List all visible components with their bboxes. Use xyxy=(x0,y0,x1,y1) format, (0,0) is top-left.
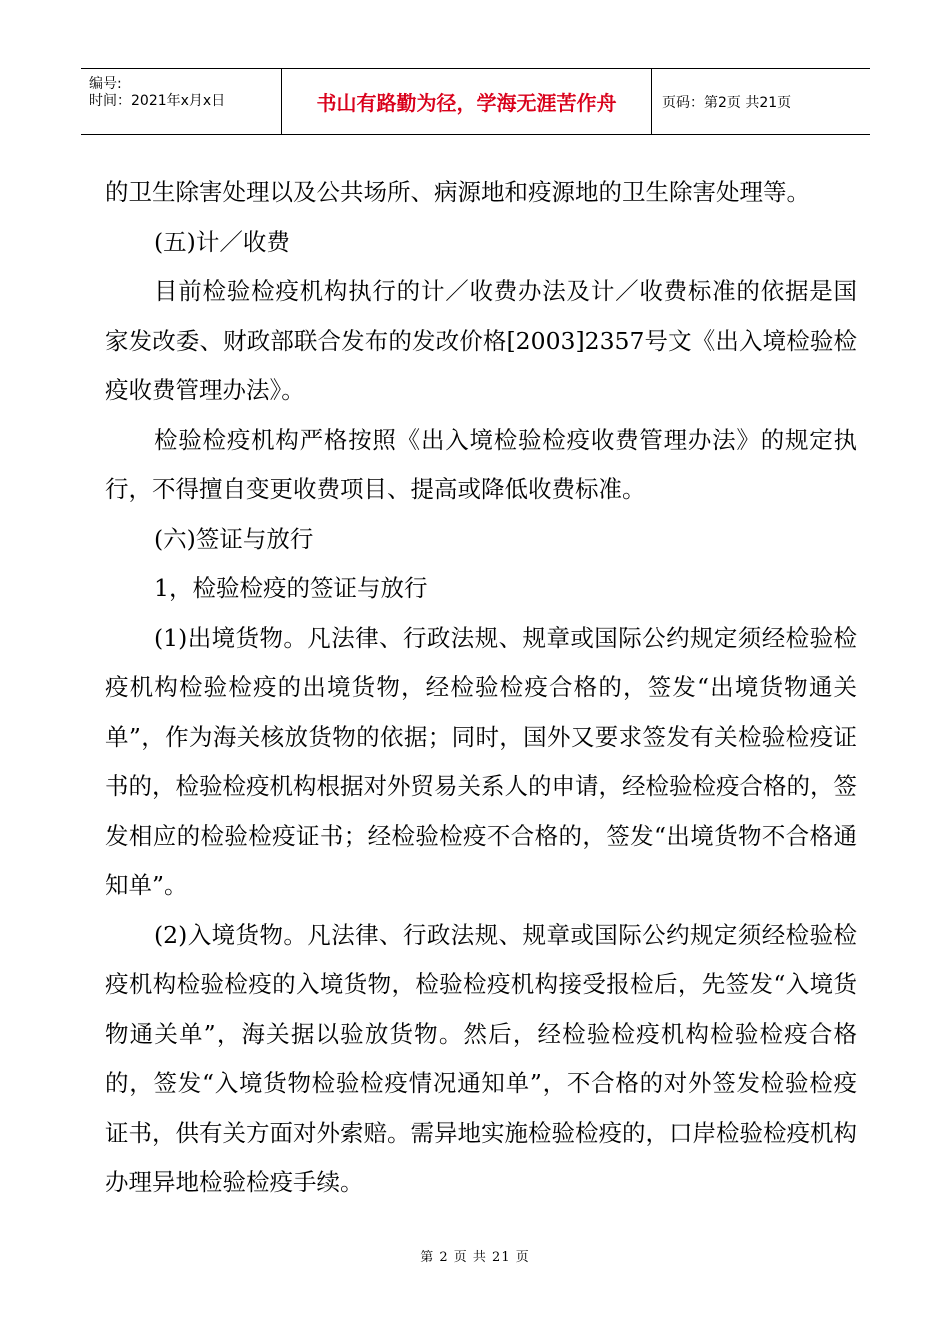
section-heading-fees: (五)计／收费 xyxy=(154,227,290,256)
subsection-heading-1: 1，检验检疫的签证与放行 xyxy=(154,574,428,602)
paragraph-inbound-goods: (2)入境货物。凡法律、行政法规、规章或国际公约规定须经检验检疫机构检验检疫的入境货物，检验检疫机构接受报检后，先签发“入境货物通关单”，海关据以验放货物。然后，经检验检疫机构检验检疫合格的，签发“入境货物检验检疫情况通知单”，不合格的对外签发检验检疫证书，供有关方面对外索赔。需异地实施检验检疫的，口岸检验检疫机构办理异地检验检疫手续。 xyxy=(105,920,857,1196)
document-date-label: 时间：2021年x月x日 xyxy=(89,93,226,109)
page-header xyxy=(81,68,870,135)
section-heading-visa-release: (六)签证与放行 xyxy=(154,524,314,553)
paragraph-outbound-goods: (1)出境货物。凡法律、行政法规、规章或国际公约规定须经检验检疫机构检验检疫的出境货物，经检验检疫合格的，签发“出境货物通关单”，作为海关核放货物的依据；同时，国外又要求签发有关检验检疫证书的，检验检疫机构根据对外贸易关系人的申请，经检验检疫合格的，签发相应的检验检疫证书；经检验检疫不合格的，签发“出境货物不合格通知单”。 xyxy=(105,623,857,899)
document-number-label: 编号: xyxy=(89,76,122,92)
paragraph-fee-rules: 检验检疫机构严格按照《出入境检验检疫收费管理办法》的规定执行，不得擅自变更收费项目、提高或降低收费标准。 xyxy=(105,425,857,503)
header-motto: 书山有路勤为径，学海无涯苦作舟 xyxy=(282,69,652,134)
header-page-info: 页码：第2页 共21页 xyxy=(662,94,792,111)
paragraph-continued: 的卫生除害处理以及公共场所、病源地和疫源地的卫生除害处理等。 xyxy=(105,178,810,206)
header-meta xyxy=(81,69,282,134)
paragraph-fee-basis: 目前检验检疫机构执行的计／收费办法及计／收费标准的依据是国家发改委、财政部联合发布的发改价格[2003]2357号文《出入境检验检疫收费管理办法》。 xyxy=(105,277,857,404)
document-body xyxy=(105,168,857,1208)
page-footer: 第 2 页 共 21 页 xyxy=(420,1250,530,1265)
